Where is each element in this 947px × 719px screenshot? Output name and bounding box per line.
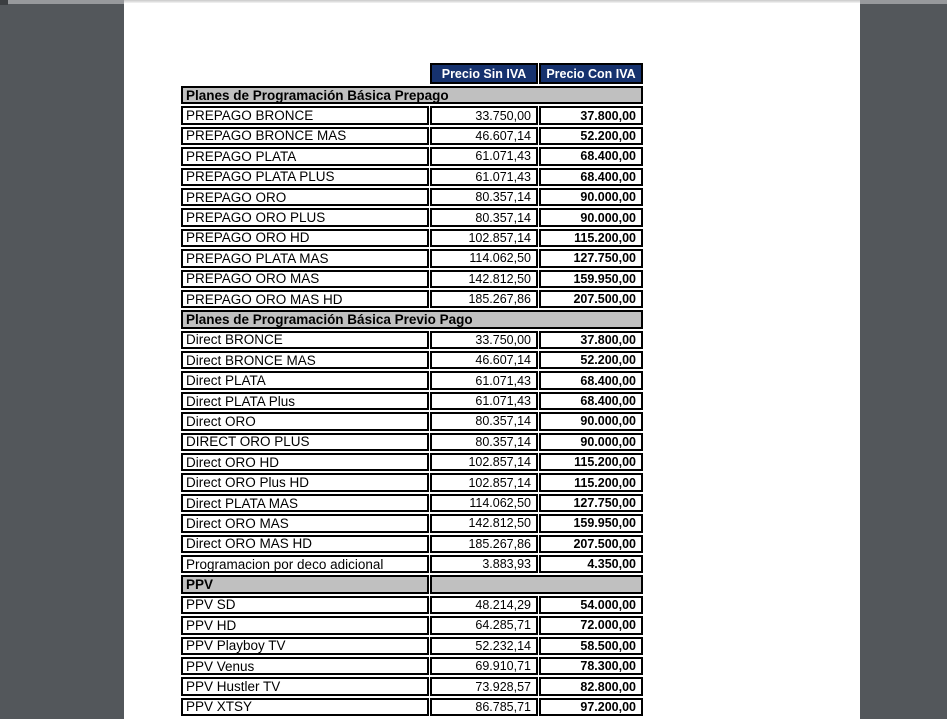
table-row	[181, 637, 643, 655]
price-sin-iva-cell: 114.062,50	[430, 494, 538, 512]
plan-name-cell: DIRECT ORO PLUS	[181, 433, 429, 451]
table-row	[181, 270, 643, 288]
table-row	[181, 473, 643, 491]
price-con-iva-cell: 52.200,00	[539, 127, 643, 145]
table-row	[181, 514, 643, 532]
table-row	[181, 616, 643, 634]
price-sin-iva-cell: 46.607,14	[430, 351, 538, 369]
plan-name-cell: PREPAGO PLATA	[181, 147, 429, 165]
plan-name-cell: Direct ORO	[181, 412, 429, 430]
plan-name-cell: PPV XTSY	[181, 698, 429, 716]
section-title: Planes de Programación Básica Previo Pago	[181, 310, 643, 328]
section-title-filler	[430, 575, 643, 593]
price-con-iva-cell: 68.400,00	[539, 392, 643, 410]
price-con-iva-cell: 37.800,00	[539, 331, 643, 349]
price-con-iva-cell: 68.400,00	[539, 371, 643, 389]
price-con-iva-cell: 68.400,00	[539, 147, 643, 165]
column-header-precio-con-iva: Precio Con IVA	[539, 63, 643, 84]
plan-name-cell: PPV HD	[181, 616, 429, 634]
plan-name-cell: PREPAGO ORO MAS HD	[181, 290, 429, 308]
plan-name-cell: Direct ORO MAS HD	[181, 535, 429, 553]
price-con-iva-cell: 159.950,00	[539, 270, 643, 288]
viewer-top-strip-right	[860, 0, 947, 4]
table-row	[181, 188, 643, 206]
table-row	[181, 229, 643, 247]
price-sin-iva-cell: 80.357,14	[430, 412, 538, 430]
header-spacer	[181, 63, 429, 84]
price-con-iva-cell: 90.000,00	[539, 433, 643, 451]
price-con-iva-cell: 4.350,00	[539, 555, 643, 573]
plan-name-cell: Programacion por deco adicional	[181, 555, 429, 573]
table-row	[181, 412, 643, 430]
price-sin-iva-cell: 46.607,14	[430, 127, 538, 145]
price-sin-iva-cell: 114.062,50	[430, 249, 538, 267]
price-con-iva-cell: 78.300,00	[539, 657, 643, 675]
plan-name-cell: PREPAGO PLATA MAS	[181, 249, 429, 267]
price-con-iva-cell: 68.400,00	[539, 168, 643, 186]
price-con-iva-cell: 58.500,00	[539, 637, 643, 655]
table-row	[181, 168, 643, 186]
price-sin-iva-cell: 80.357,14	[430, 433, 538, 451]
price-con-iva-cell: 90.000,00	[539, 412, 643, 430]
price-sin-iva-cell: 48.214,29	[430, 596, 538, 614]
price-con-iva-cell: 90.000,00	[539, 188, 643, 206]
table-row	[181, 555, 643, 573]
section-header-row	[181, 575, 643, 593]
plan-name-cell: PREPAGO BRONCE	[181, 106, 429, 124]
price-sin-iva-cell: 80.357,14	[430, 188, 538, 206]
table-row	[181, 698, 643, 716]
table-row	[181, 433, 643, 451]
table-row	[181, 392, 643, 410]
price-sin-iva-cell: 33.750,00	[430, 106, 538, 124]
table-row	[181, 208, 643, 226]
price-sin-iva-cell: 73.928,57	[430, 677, 538, 695]
price-con-iva-cell: 97.200,00	[539, 698, 643, 716]
price-sin-iva-cell: 52.232,14	[430, 637, 538, 655]
price-con-iva-cell: 90.000,00	[539, 208, 643, 226]
plan-name-cell: Direct ORO Plus HD	[181, 473, 429, 491]
price-sin-iva-cell: 61.071,43	[430, 147, 538, 165]
price-sin-iva-cell: 102.857,14	[430, 453, 538, 471]
price-con-iva-cell: 52.200,00	[539, 351, 643, 369]
plan-name-cell: PPV Hustler TV	[181, 677, 429, 695]
price-sin-iva-cell: 64.285,71	[430, 616, 538, 634]
document-page	[124, 0, 860, 719]
table-row	[181, 290, 643, 308]
viewer-top-strip-left	[0, 0, 124, 4]
price-sin-iva-cell: 61.071,43	[430, 168, 538, 186]
plan-name-cell: PREPAGO ORO MAS	[181, 270, 429, 288]
price-sin-iva-cell: 142.812,50	[430, 514, 538, 532]
price-sin-iva-cell: 185.267,86	[430, 290, 538, 308]
price-con-iva-cell: 115.200,00	[539, 473, 643, 491]
table-row	[181, 249, 643, 267]
price-sin-iva-cell: 69.910,71	[430, 657, 538, 675]
price-con-iva-cell: 82.800,00	[539, 677, 643, 695]
table-row	[181, 535, 643, 553]
plan-name-cell: PREPAGO PLATA PLUS	[181, 168, 429, 186]
price-sin-iva-cell: 3.883,93	[430, 555, 538, 573]
price-table	[181, 63, 643, 718]
price-con-iva-cell: 72.000,00	[539, 616, 643, 634]
table-row	[181, 494, 643, 512]
price-sin-iva-cell: 33.750,00	[430, 331, 538, 349]
table-row	[181, 371, 643, 389]
table-row	[181, 106, 643, 124]
table-row	[181, 147, 643, 165]
price-con-iva-cell: 159.950,00	[539, 514, 643, 532]
table-header-row	[181, 63, 643, 84]
table-row	[181, 127, 643, 145]
plan-name-cell: PREPAGO ORO	[181, 188, 429, 206]
section-title: Planes de Programación Básica Prepago	[181, 86, 643, 104]
plan-name-cell: Direct ORO HD	[181, 453, 429, 471]
plan-name-cell: Direct ORO MAS	[181, 514, 429, 532]
price-sin-iva-cell: 86.785,71	[430, 698, 538, 716]
table-body	[181, 86, 643, 716]
plan-name-cell: Direct PLATA	[181, 371, 429, 389]
price-con-iva-cell: 115.200,00	[539, 229, 643, 247]
price-con-iva-cell: 127.750,00	[539, 249, 643, 267]
section-header-row	[181, 86, 643, 104]
page-top-edge	[124, 0, 860, 3]
plan-name-cell: PPV SD	[181, 596, 429, 614]
plan-name-cell: PREPAGO ORO HD	[181, 229, 429, 247]
price-con-iva-cell: 127.750,00	[539, 494, 643, 512]
table-row	[181, 657, 643, 675]
table-row	[181, 596, 643, 614]
table-row	[181, 453, 643, 471]
price-con-iva-cell: 115.200,00	[539, 453, 643, 471]
price-con-iva-cell: 37.800,00	[539, 106, 643, 124]
plan-name-cell: PREPAGO BRONCE MAS	[181, 127, 429, 145]
price-con-iva-cell: 207.500,00	[539, 290, 643, 308]
plan-name-cell: PREPAGO ORO PLUS	[181, 208, 429, 226]
price-sin-iva-cell: 61.071,43	[430, 392, 538, 410]
column-header-precio-sin-iva: Precio Sin IVA	[430, 63, 538, 84]
plan-name-cell: Direct BRONCE MAS	[181, 351, 429, 369]
price-sin-iva-cell: 80.357,14	[430, 208, 538, 226]
price-con-iva-cell: 54.000,00	[539, 596, 643, 614]
plan-name-cell: Direct PLATA Plus	[181, 392, 429, 410]
price-sin-iva-cell: 185.267,86	[430, 535, 538, 553]
price-sin-iva-cell: 61.071,43	[430, 371, 538, 389]
viewer-corner-notch	[0, 0, 8, 5]
section-title: PPV	[181, 575, 429, 593]
plan-name-cell: Direct BRONCE	[181, 331, 429, 349]
price-sin-iva-cell: 102.857,14	[430, 229, 538, 247]
table-row	[181, 677, 643, 695]
plan-name-cell: PPV Playboy TV	[181, 637, 429, 655]
table-row	[181, 331, 643, 349]
price-con-iva-cell: 207.500,00	[539, 535, 643, 553]
plan-name-cell: Direct PLATA MAS	[181, 494, 429, 512]
plan-name-cell: PPV Venus	[181, 657, 429, 675]
table-row	[181, 351, 643, 369]
price-sin-iva-cell: 102.857,14	[430, 473, 538, 491]
section-header-row	[181, 310, 643, 328]
price-sin-iva-cell: 142.812,50	[430, 270, 538, 288]
